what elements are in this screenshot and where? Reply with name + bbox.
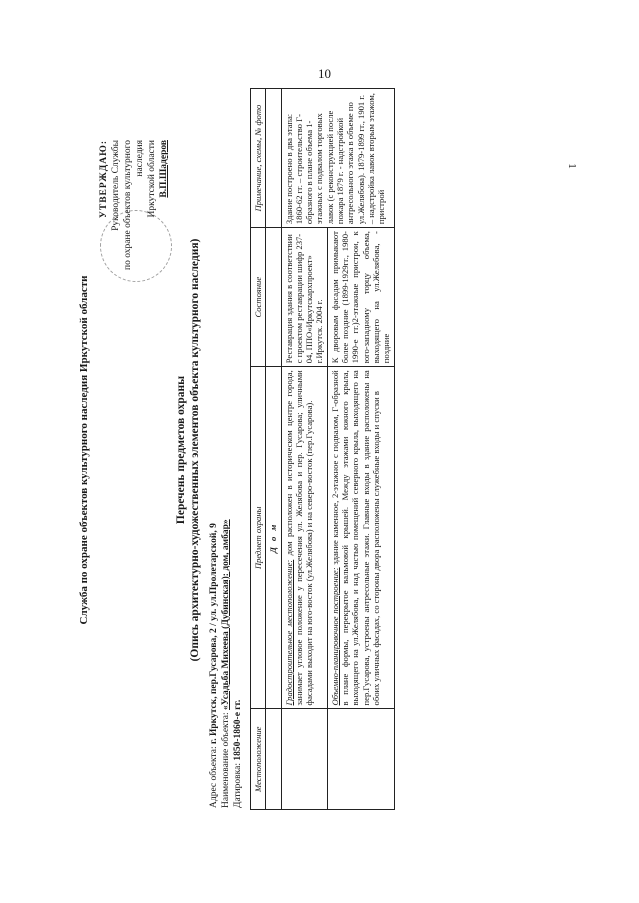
header-state: Состояние: [251, 228, 266, 367]
meta-name: [220, 519, 232, 808]
approval-line-2: по охране объектов культурного наследия: [123, 140, 145, 271]
subject-lead: Объемно-планировочное построение:: [329, 567, 340, 706]
page-number: 10: [318, 66, 331, 81]
approval-signatory: В.П.Шадеров: [159, 140, 169, 198]
header-subject: Предмет охраны: [251, 367, 266, 709]
cell-location: [281, 709, 327, 810]
section-title: Д о м: [266, 367, 281, 709]
meta-date: [232, 519, 244, 808]
cell-state: Реставрация здания в соответствии с проектом реставрации шифр 237-04, ППО«Иркутскархпроект» г.Иркутск. 2004 г.: [281, 228, 327, 367]
protection-items-table: [250, 88, 395, 810]
subject-text: дом расположен в историческом центре города, занимает угловое положение у пересечения ул. Желябова и пер. Гусарова; уличными фасадами выходит на юго-восток (ул.Желябова) и на северо-восток (пер.Гусарова).: [283, 370, 315, 706]
cell-subject: [327, 367, 394, 709]
header-note: Примечание, схемы, № фото: [251, 89, 266, 228]
meta-name-label: Наименование объекта:: [221, 712, 231, 808]
list-subtitle: (Опись архитектурно-художественных элементов объекта культурного наследия): [189, 238, 201, 662]
meta-address-value: г. Иркутск, пер.Гусарова, 2 / ул. ул.Пролетарской, 9: [209, 523, 219, 745]
header-location: Местоположение: [251, 709, 266, 810]
organization-title: Служба по охране объектов культурного наследия Иркутской области: [78, 275, 90, 625]
section-row: [266, 89, 281, 810]
subject-lead: Градостроительное местоположение:: [283, 559, 294, 706]
meta-date-value: 1850-1860-е гг.: [233, 699, 243, 761]
meta-name-value: «Усадьба Михеева (Дубинская): дом, амбар»: [221, 519, 231, 710]
table-header-row: [251, 89, 266, 810]
meta-date-label: Датировка:: [233, 763, 243, 808]
cell-state: К дворовым фасадам примыкают более поздние (1899-1929гг., 1980-1990-е гг.)2-этажные пристрои, к юго-западному торцу объема, выходящего на ул.Желябова, - поздние: [327, 228, 394, 367]
side-mark: 1: [565, 163, 578, 169]
approval-line-1: Руководитель Службы: [111, 140, 121, 231]
meta-address: [208, 519, 220, 808]
list-title: Перечень предметов охраны: [175, 375, 187, 525]
cell-note: Здание построено в два этапа: 1860-62 гг. – строительство Г-образного в плане объема 1-этажных с подвалом торговых лавок (с реконструкцией после пожара 1879 г. - надстройкой антресольного этажа в объеме по ул.Желябова). 1879-1899 гг., 1901 г. – надстройка лавок вторым этажом, пристрой: [281, 89, 394, 228]
approval-title: УТВЕРЖДАЮ:: [99, 140, 109, 219]
meta-address-label: Адрес объекта:: [209, 746, 219, 808]
list-title-block: [174, 80, 202, 820]
rotated-document-sheet: [70, 80, 570, 820]
approval-block: [98, 140, 170, 290]
table-row: [281, 89, 327, 810]
approval-line-3: Иркутской области: [147, 140, 157, 218]
cell-location: [327, 709, 394, 810]
subject-text: здание каменное, 2-этажное с подвалом, Г-образной в плане формы, перекрытое вальмовой крышей. Между этажами южного крыла, выходящего на ул.Желябова, и над частью помещений северного крыла, выходящего на пер.Гусарова, устроены антресольные этажи. Главные входы в здание расположены на обоих уличных фасадах, со стороны двора расположены служебные входы и спуски в: [329, 370, 381, 706]
cell-subject: [281, 367, 327, 709]
object-meta: [208, 519, 244, 808]
